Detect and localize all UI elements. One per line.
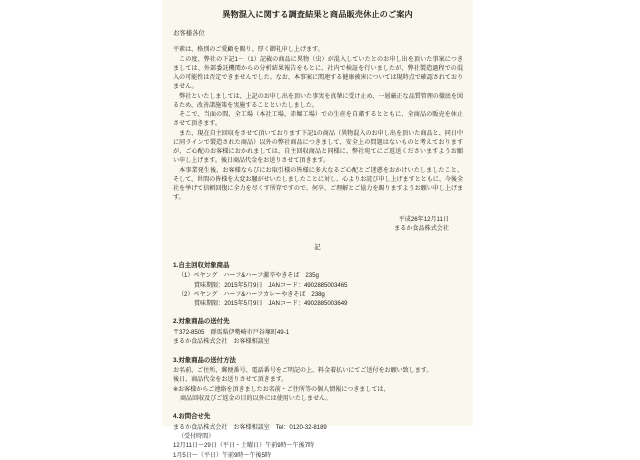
contact-hours-label: （受付時間） xyxy=(178,433,215,441)
body-paragraph-3: 弊社といたしましては、上記のお申し出を頂いた事実を真摯に受け止め、一層厳正な品質管理の徹底を図るため、改善諸施策を実施することといたしました。 xyxy=(173,92,463,109)
document-date: 平成26年12月11日 xyxy=(398,215,449,223)
product-detail-1: 賞味期限：2015年5月9日 JANコード：4902885003465 xyxy=(194,281,348,289)
body-paragraph-1: 平素は、格別のご愛顧を賜り、厚く御礼申し上げます。 xyxy=(173,46,324,54)
section-contact xyxy=(173,412,463,460)
postal-address-line: 〒372-8505 群馬県伊勢崎市戸谷塚町49-1 xyxy=(173,329,289,337)
body-paragraph-6: 本事業発生後、お客様ならびにお取引様の皆様に多大なるご心配とご迷惑をおかけいたしましたこと、そして、世間の皆様を大変お騒がせいたしましたことに対し、心よりお詫び申し上げますとともに、今後全社を挙げて信頼回復に全力を尽くす所存ですので、何卒、ご理解とご協力を賜りますようお願い申し上げます。 xyxy=(173,166,463,202)
section-heading: 1.自主回収対象商品 xyxy=(173,261,230,269)
product-detail-2: 賞味期限：2015年5月9日 JANコード：4902885003649 xyxy=(194,300,348,308)
product-name-2: （2）ペヤング ハーフ&ハーフカレーやきそば 238g xyxy=(178,290,325,298)
privacy-note-continued: 商品回収及びご返金の目的以外には使用いたしません。 xyxy=(180,394,332,402)
body-paragraph-4: そこで、当面の間、全工場（本社工場、赤堀工場）での生産を自粛するとともに、全商品の販売を休止させて頂きます。 xyxy=(173,111,463,128)
privacy-note-line: ※お客様からご連絡を頂きましたお名前・ご住所等の個人情報につきましては、 xyxy=(173,385,390,393)
section-heading: 2.対象商品の送付先 xyxy=(173,318,230,326)
body-paragraph-5: また、現在自主回収をさせて頂いております下記1の商品（異物混入のお申し出を頂いた商品と、同日中に同ラインで製造された商品）以外の弊社商品につきまして、安全上の問題はないものと考えておりますが、ご心配のお客様におかれましては、自主回収商品と同様に、弊社宛てにご返送くださいますようお願い申し上げます。後日商品代金をお送りさせて頂きます。 xyxy=(173,129,463,165)
section-shipping-method xyxy=(173,356,463,404)
shipping-instruction-line-1: お名前、ご住所、郵便番号、電話番号をご明記の上、料金着払いにてご送付をお願い致します。 xyxy=(173,367,433,375)
section-recall-products xyxy=(173,261,463,309)
section-return-address xyxy=(173,317,463,346)
signature-block xyxy=(172,215,463,233)
section-heading: 4.お問合せ先 xyxy=(173,413,211,421)
contact-hours-line-2: 1月5日～（平日）午前9時～午後5時 xyxy=(173,451,271,459)
document-page xyxy=(162,0,473,459)
section-heading: 3.対象商品の送付方法 xyxy=(173,356,236,364)
contact-phone-line: まるか食品株式会社 お客様相談室 Tel：0120-32-8189 xyxy=(173,423,327,431)
company-department-line: まるか食品株式会社 お客様相談室 xyxy=(173,338,270,346)
company-name: まるか食品株式会社 xyxy=(394,224,449,232)
addressee-line: お客様各位 xyxy=(173,29,205,37)
body-paragraph-2: この度、弊社の下記1－（1）記載の商品に異物（虫）が混入していたとのお申し出を頂いた事案につきましては、外部委託機関からの分析結果報告をもとに、社内で検証を行いましたが、弊社製造過程での混入の可能性は否定できませんでした。なお、本事案に関連する健康被害については現時点で確認されておりません。 xyxy=(173,55,463,91)
shipping-instruction-line-2: 後日、商品代金をお送りさせて頂きます。 xyxy=(173,376,288,384)
ki-marker: 記 xyxy=(314,243,321,251)
product-name-1: （1）ペヤング ハーフ&ハーフ激辛やきそば 235g xyxy=(178,272,319,280)
page-title: 異物混入に関する調査結果と商品販売休止のご案内 xyxy=(222,10,413,19)
contact-hours-line-1: 12月11日～29日（平日・土曜日）午前9時～午後7時 xyxy=(173,442,315,450)
